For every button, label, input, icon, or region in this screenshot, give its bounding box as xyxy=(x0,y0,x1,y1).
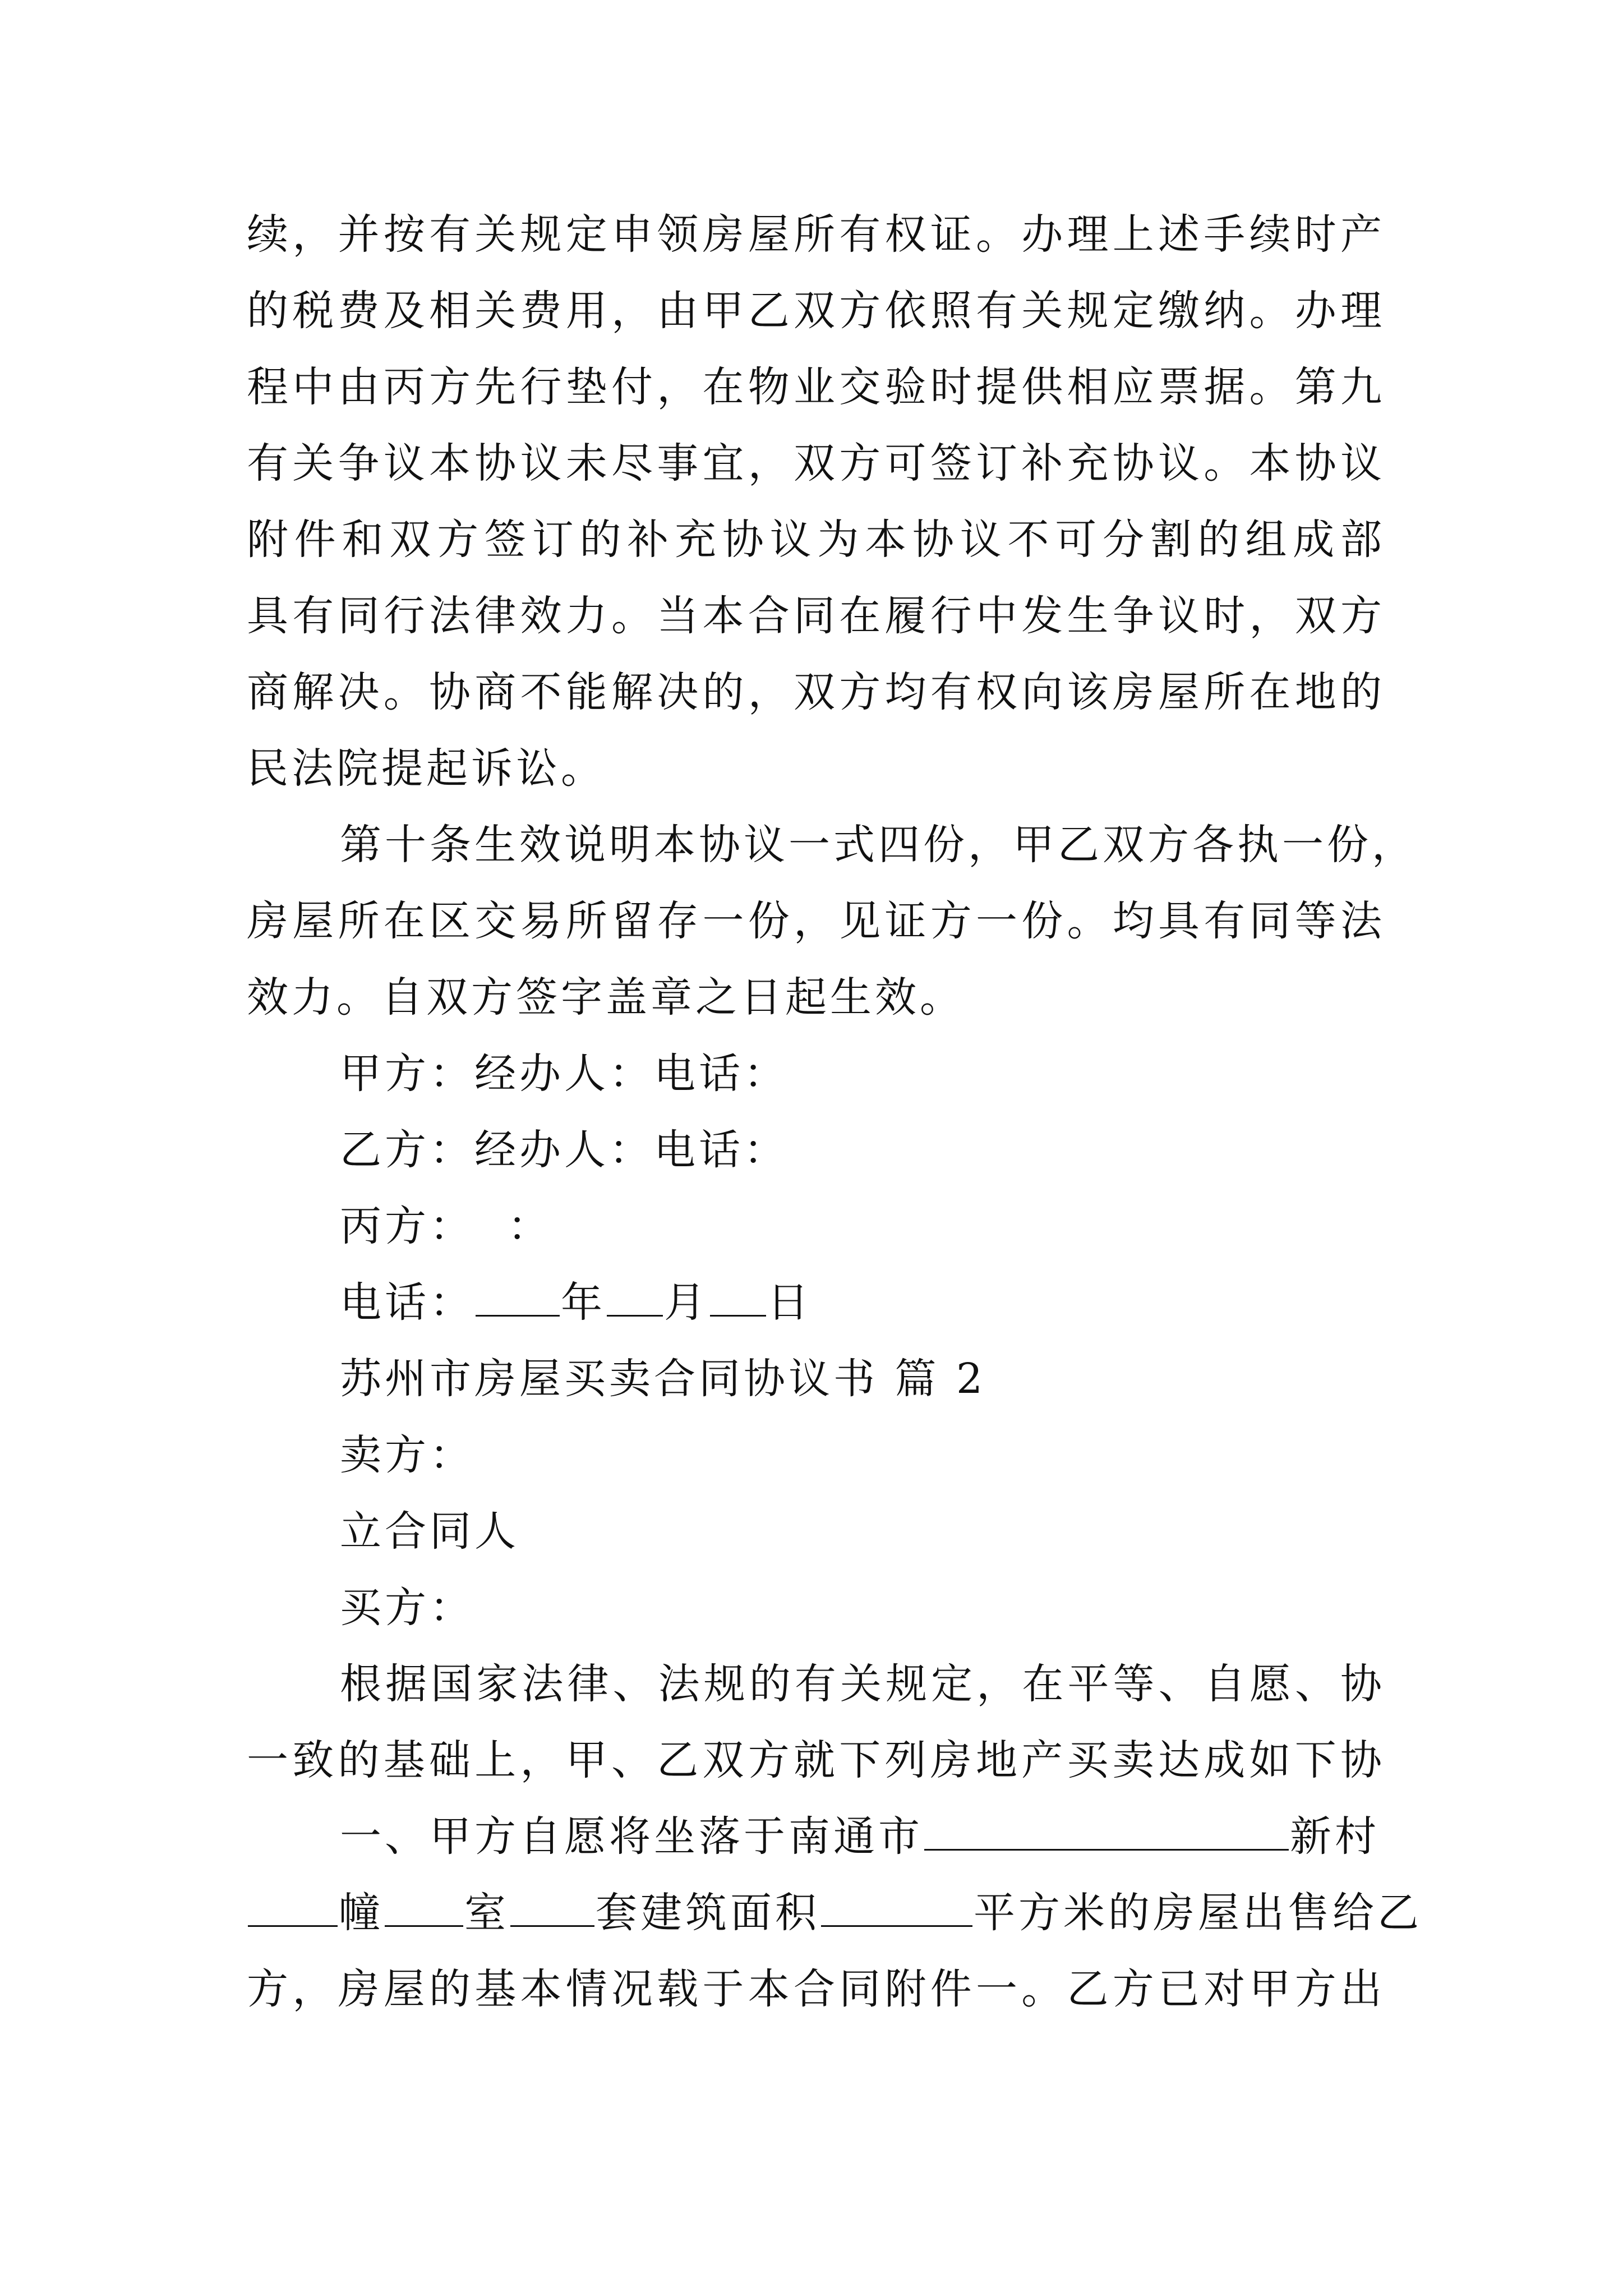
buyer-label: 买方： xyxy=(340,1584,474,1632)
paragraph-line: 有关争议本协议未尽事宜，双方可签订补充协议。本协议 xyxy=(247,439,1385,487)
address-line xyxy=(247,1798,1385,1875)
unit-line xyxy=(247,1875,1422,1951)
contract-party-label: 立合同人 xyxy=(340,1507,519,1556)
suite-blank xyxy=(510,1886,594,1927)
month-blank xyxy=(607,1276,663,1317)
paragraph-line: 附件和双方签订的补充协议为本协议不可分割的组成部 xyxy=(247,516,1385,564)
signature-date-line xyxy=(247,1264,1385,1341)
paragraph-line: 第十条生效说明本协议一式四份，甲乙双方各执一份， xyxy=(340,821,1417,869)
month-label: 月 xyxy=(664,1278,709,1327)
signature-party-b: 乙方：经办人：电话： xyxy=(340,1126,789,1174)
signature-party-a: 甲方：经办人：电话： xyxy=(340,1050,789,1098)
building-label: 幢 xyxy=(339,1889,384,1937)
day-blank xyxy=(710,1276,766,1317)
area-suffix: 平方米的房屋出售给乙 xyxy=(974,1889,1422,1937)
paragraph-line: 一致的基础上，甲、乙双方就下列房地产买卖达成如下协 xyxy=(247,1736,1385,1784)
address-prefix: 一、甲方自愿将坐落于南通市 xyxy=(340,1812,923,1861)
paragraph-line: 商解决。协商不能解决的，双方均有权向该房屋所在地的 xyxy=(247,668,1385,716)
signature-party-c: 丙方： ： xyxy=(340,1202,553,1250)
paragraph-line: 房屋所在区交易所留存一份，见证方一份。均具有同等法 xyxy=(247,897,1385,945)
phone-label: 电话： xyxy=(340,1278,474,1327)
building-blank xyxy=(248,1886,338,1927)
year-label: 年 xyxy=(561,1278,606,1327)
address-blank xyxy=(924,1810,1289,1851)
day-label: 日 xyxy=(767,1278,812,1327)
document-body xyxy=(247,196,1422,2027)
paragraph-line: 续，并按有关规定申领房屋所有权证。办理上述手续时产 xyxy=(247,210,1385,259)
section-heading: 苏州市房屋买卖合同协议书 篇 2 xyxy=(340,1355,986,1403)
paragraph-line: 程中由丙方先行垫付，在物业交验时提供相应票据。第九 xyxy=(247,363,1385,411)
seller-label: 卖方： xyxy=(340,1431,474,1479)
paragraph-line: 根据国家法律、法规的有关规定，在平等、自愿、协 xyxy=(340,1660,1385,1708)
room-label: 室 xyxy=(464,1889,509,1937)
area-blank xyxy=(821,1886,972,1927)
paragraph-line: 方，房屋的基本情况载于本合同附件一。乙方已对甲方出 xyxy=(247,1965,1385,2013)
village-label: 新村 xyxy=(1290,1812,1380,1861)
room-blank xyxy=(385,1886,463,1927)
paragraph-line: 效力。自双方签字盖章之日起生效。 xyxy=(247,973,965,1022)
paragraph-line: 具有同行法律效力。当本合同在履行中发生争议时，双方 xyxy=(247,592,1385,640)
year-blank xyxy=(476,1276,560,1317)
paragraph-line: 民法院提起诉讼。 xyxy=(247,744,606,793)
paragraph-line: 的税费及相关费用，由甲乙双方依照有关规定缴纳。办理 xyxy=(247,287,1385,335)
area-label: 套建筑面积 xyxy=(596,1889,820,1937)
